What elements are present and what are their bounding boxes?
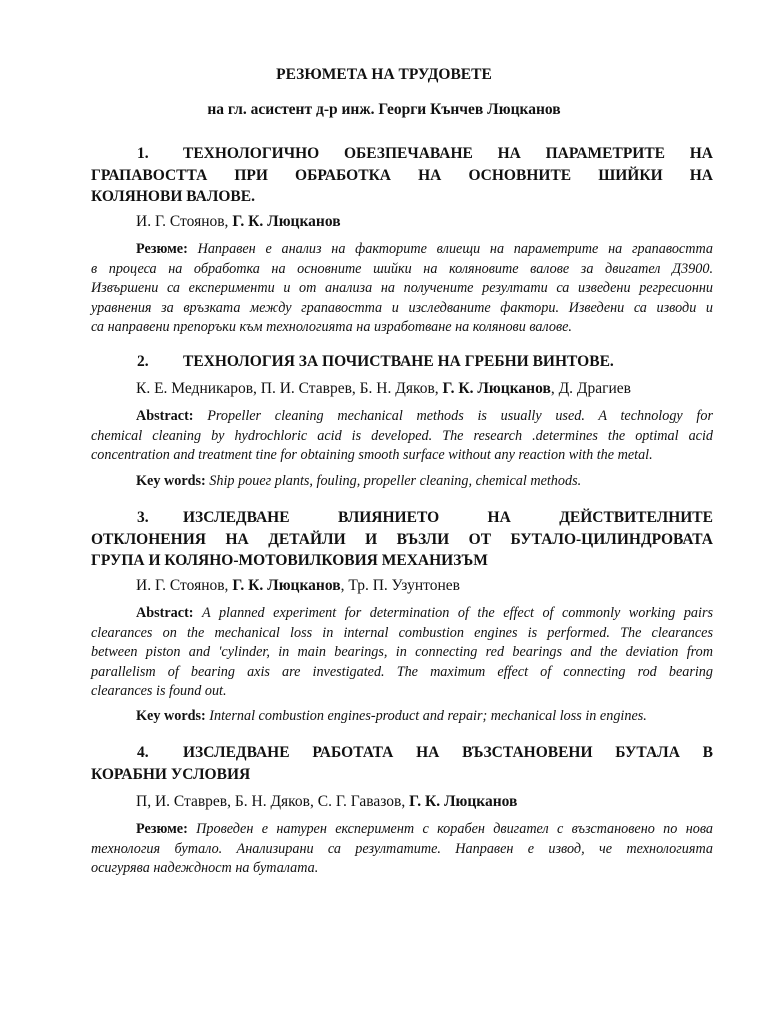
entry-3-author-highlight: Г. К. Люцканов <box>232 577 341 594</box>
entry-3-authors: И. Г. Стоянов, Г. К. Люцканов, Тр. П. Узунтонев <box>136 577 460 594</box>
entry-2-abstract-line-3: concentration and treatment tine for obtaining smooth surface without any reaction with the metal. <box>91 447 653 463</box>
entry-1-abstract-line-2: в процеса на обработка на основните шийки на коляновите валове за двигател Д3900. <box>91 260 713 277</box>
entry-4-title-line-1: 4. ИЗСЛЕДВАНЕ РАБОТАТА НА ВЪЗСТАНОВЕНИ БУТАЛА В <box>91 742 713 764</box>
document-title: РЕЗЮМЕТА НА ТРУДОВЕТЕ <box>276 66 492 83</box>
entry-3-keywords: Key words: Internal combustion engines-product and repair; mechanical loss in engines. <box>136 708 647 724</box>
entry-1-abstract <box>91 240 713 338</box>
entry-4-abstract-line-3: осигурява надеждност на буталата. <box>91 860 319 876</box>
entry-3-keywords-label: Key words: <box>136 708 210 724</box>
entry-3-title-line-2: ОТКЛОНЕНИЯ НА ДЕТАЙЛИ И ВЪЗЛИ ОТ БУТАЛО-ЦИЛИНДРОВАТА <box>91 530 713 548</box>
entry-1-authors: И. Г. Стоянов, Г. К. Люцканов <box>136 213 341 230</box>
entry-3-abstract-line-1: Abstract: A planned experiment for determination of the effect of commonly working pairs <box>136 605 713 621</box>
entry-2-abstract-line-2: chemical cleaning by hydrochloric acid is developed. The research .determines the optimal acid <box>91 427 713 444</box>
entry-4-abstract-line-2: технология бутало. Анализирани са резултатите. Направен е извод, че технологията <box>91 840 713 857</box>
entry-2-title <box>91 351 713 373</box>
entry-4-abstract-line-1: Резюме: Проведен е натурен експеримент с корабен двигател с възстановено по нова <box>136 821 713 837</box>
entry-1-title-line-3: КОЛЯНОВИ ВАЛОВЕ. <box>91 188 255 205</box>
entry-4-title-line-2: КОРАБНИ УСЛОВИЯ <box>91 765 251 783</box>
entry-4-title <box>91 742 713 785</box>
entry-3-abstract-label: Abstract: <box>136 605 203 621</box>
entry-4-number: 4. <box>137 744 149 761</box>
entry-1-author-highlight: Г. К. Люцканов <box>232 213 341 230</box>
entry-3-number: 3. <box>137 509 149 526</box>
entry-3-abstract-line-4: parallelism of bearing axis are investigated. The maximum effect of connecting rod bearing <box>91 663 713 680</box>
entry-4-abstract <box>91 820 713 879</box>
entry-3-abstract <box>91 604 713 702</box>
document-subtitle: на гл. асистент д-р инж. Георги Кънчев Люцканов <box>207 101 561 118</box>
entry-3-abstract-line-5: clearances is found out. <box>91 683 227 699</box>
entry-4-authors: П, И. Ставрев, Б. Н. Дяков, С. Г. Гавазов, Г. К. Люцканов <box>136 793 518 810</box>
entry-1-abstract-line-5: са направени препоръки към технологията на изработване на колянови валове. <box>91 319 572 335</box>
entry-3-title <box>91 507 713 572</box>
entry-2-authors: К. Е. Медникаров, П. И. Ставрев, Б. Н. Дяков, Г. К. Люцканов, Д. Драгиев <box>136 380 631 397</box>
entry-2-abstract <box>91 407 713 466</box>
entry-2-number: 2. <box>137 353 149 370</box>
entry-3-abstract-line-3: between piston and 'cylinder, in main bearings, in connecting red bearings and the deviation from <box>91 644 713 660</box>
entry-1-title-line-2: ГРАПАВОСТТА ПРИ ОБРАБОТКА НА ОСНОВНИТЕ ШИЙКИ НА <box>91 166 713 184</box>
entry-1-abstract-label: Резюме: <box>136 241 198 257</box>
entry-2-abstract-label: Abstract: <box>136 408 208 424</box>
entry-2-title-line-1: 2. ТЕХНОЛОГИЯ ЗА ПОЧИСТВАНЕ НА ГРЕБНИ ВИНТОВЕ. <box>91 351 713 373</box>
entry-4-author-highlight: Г. К. Люцканов <box>409 793 518 810</box>
entry-3-title-line-3: ГРУПА И КОЛЯНО-МОТОВИЛКОВИЯ МЕХАНИЗЪМ <box>91 552 488 569</box>
entry-1-title <box>91 143 713 208</box>
entry-3-title-line-1: 3. ИЗСЛЕДВАНЕ ВЛИЯНИЕТО НА ДЕЙСТВИТЕЛНИТЕ <box>91 507 713 529</box>
entry-2-keywords-label: Key words: <box>136 473 210 489</box>
entry-3-abstract-line-2: clearances on the mechanical loss in internal combustion engines is performed. The clearances <box>91 624 713 641</box>
entry-1-number: 1. <box>137 145 149 162</box>
entry-4-abstract-label: Резюме: <box>136 821 197 837</box>
entry-2-abstract-line-1: Abstract: Propeller cleaning mechanical methods is usually used. A technology for <box>136 408 713 424</box>
entry-2-author-highlight: Г. К. Люцканов <box>442 380 551 397</box>
entry-1-abstract-line-1: Резюме: Направен е анализ на факторите влиещи на параметрите на грапавостта <box>136 241 713 257</box>
entry-1-title-line-1: 1. ТЕХНОЛОГИЧНО ОБЕЗПЕЧАВАНЕ НА ПАРАМЕТРИТЕ НА <box>91 143 713 165</box>
entry-1-abstract-line-3: Извършени са експерименти и от анализа на получените резултати са изведени регресионни <box>91 280 713 296</box>
entry-2-keywords: Key words: Ship роиег plants, fouling, propeller cleaning, chemical methods. <box>136 473 582 489</box>
entry-1-abstract-line-4: уравнения за връзката между грапавостта и изследваните фактори. Изведени са изводи и <box>91 299 713 316</box>
